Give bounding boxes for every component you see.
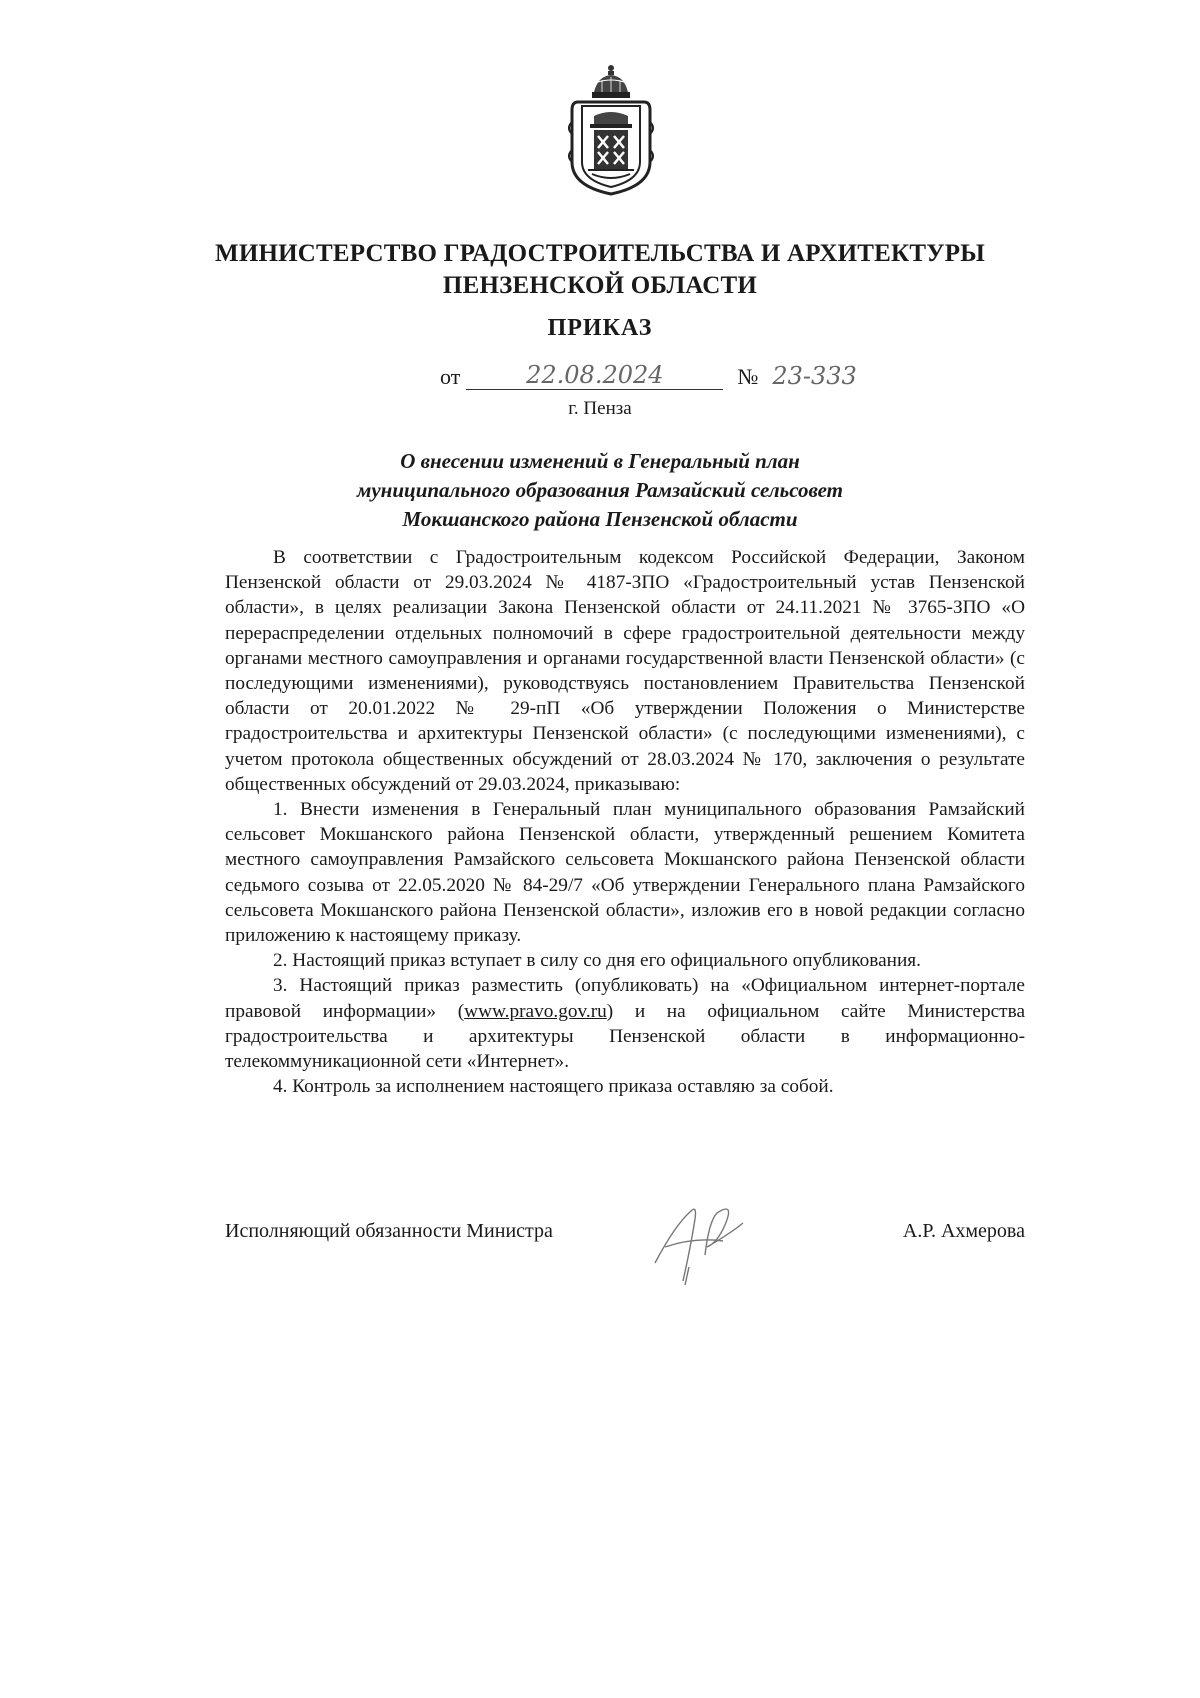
- order-date: 22.08.2024: [466, 361, 723, 390]
- city: г. Пенза: [568, 398, 632, 419]
- order-item-3-text-after: ) и на официальном сайте Министерства градостроительства и архитектуры Пензенской области в информационно-телекоммуникационной сети «Интернет».: [225, 1000, 1025, 1073]
- order-item-3-text-before: 3. Настоящий приказ разместить (опубликовать) на «Официальном интернет-портале правовой информации» (: [225, 975, 1025, 1022]
- order-item-2: 2. Настоящий приказ вступает в силу со дня его официального опубликования.: [273, 950, 921, 972]
- order-body: [225, 545, 1025, 1099]
- order-item-3: [225, 973, 1025, 1074]
- ministry-line-2: ПЕНЗЕНСКОЙ ОБЛАСТИ: [442, 272, 758, 299]
- order-number: 23-333: [772, 362, 857, 390]
- preamble-paragraph: В соответствии с Градостроительным кодексом Российской Федерации, Законом Пензенской области от 29.03.2024 № 4187-ЗПО «Градостроительный устав Пензенской области», в целях реализации Закона Пензенской области от 24.11.2021 № 3765-ЗПО «О перераспределении отдельных полномочий в сфере градостроительной деятельности между органами местного самоуправления и органами государственной власти Пензенской области» (с последующими изменениями), руководствуясь постановлением Правительства Пензенской области от 20.01.2022 № 29-пП «Об утверждении Положения о Министерстве градостроительства и архитектуры Пензенской области» (с последующими изменениями), с учетом протокола общественных обсуждений от 28.03.2024 № 170, заключения о результате общественных обсуждений от 29.03.2024, приказываю:: [225, 547, 1025, 795]
- coat-of-arms-emblem: [568, 62, 654, 198]
- number-label: №: [737, 364, 759, 389]
- signature-block: [225, 1220, 1025, 1243]
- subject-line-2: муниципального образования Рамзайский сельсовет: [356, 478, 844, 502]
- subject-line-3: Мокшанского района Пензенской области: [402, 507, 798, 531]
- signatory-position: Исполняющий обязанности Министра: [225, 1220, 553, 1242]
- subject-line-1: О внесении изменений в Генеральный план: [400, 449, 800, 473]
- signatory-name: А.Р. Ахмерова: [902, 1220, 1025, 1242]
- order-date-number: [440, 360, 878, 390]
- date-label: от: [440, 364, 461, 389]
- document-type: ПРИКАЗ: [547, 315, 653, 341]
- pravo-gov-link[interactable]: www.pravo.gov.ru: [464, 1000, 607, 1022]
- ministry-title: [160, 238, 1040, 302]
- ministry-line-1: МИНИСТЕРСТВО ГРАДОСТРОИТЕЛЬСТВА И АРХИТЕКТУРЫ: [215, 240, 985, 267]
- order-subject: [300, 447, 900, 534]
- order-item-1: 1. Внести изменения в Генеральный план муниципального образования Рамзайский сельсовет Мокшанского района Пензенской области, утвержденный решением Комитета местного самоуправления Рамзайского сельсовета Мокшанского района Пензенской области седьмого созыва от 22.05.2020 № 84-29/7 «Об утверждении Генерального плана Рамзайского сельсовета Мокшанского района Пензенской области», изложив его в новой редакции согласно приложению к настоящему приказу.: [225, 799, 1025, 947]
- order-item-4: 4. Контроль за исполнением настоящего приказа оставляю за собой.: [273, 1076, 834, 1098]
